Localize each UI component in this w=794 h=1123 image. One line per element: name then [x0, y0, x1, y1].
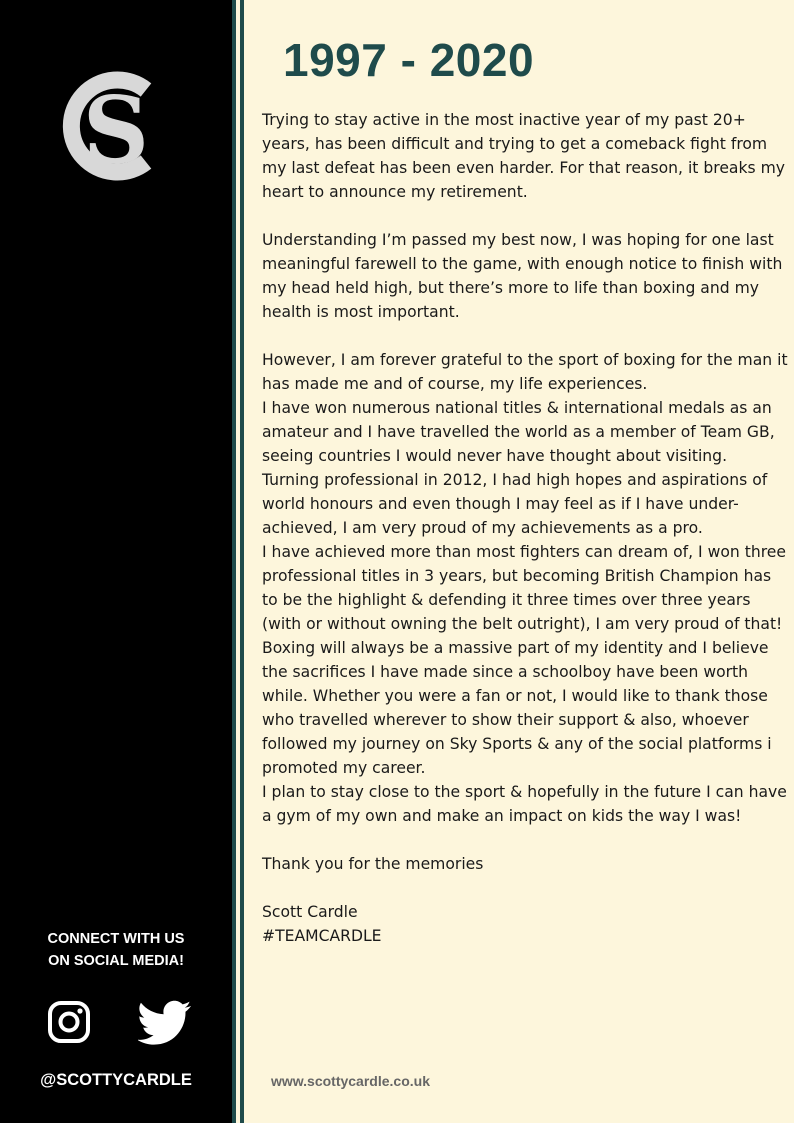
paragraph-line: Thank you for the memories	[262, 855, 484, 873]
paragraph-line: Boxing will always be a massive part of my identity and I believe the sacrifices I have made since a schoolboy have been worth while. Whether you were a fan or not, I would like to thank those who travelled wherever to show their support & also, whoever followed my journey on Sky Sports & any of the social platforms i promoted my career.	[262, 639, 772, 777]
connect-line-2: ON SOCIAL MEDIA!	[48, 953, 184, 969]
twitter-icon[interactable]	[138, 1000, 192, 1046]
sc-logo	[56, 68, 166, 184]
paragraph	[262, 108, 790, 204]
page-title: 1997 - 2020	[283, 34, 535, 86]
connect-line-1: CONNECT WITH US	[47, 931, 185, 947]
connect-heading	[0, 928, 232, 972]
paragraph	[262, 348, 790, 828]
social-handle[interactable]: @SCOTTYCARDLE	[40, 1071, 192, 1089]
signature	[262, 900, 790, 948]
paragraph-line: Trying to stay active in the most inactive year of my past 20+ years, has been difficult and trying to get a comeback fight from my last defeat has been even harder. For that reason, it breaks my heart to announce my retirement.	[262, 111, 785, 201]
paragraph	[262, 852, 790, 876]
paragraph-line: However, I am forever grateful to the sport of boxing for the man it has made me and of course, my life experiences.	[262, 351, 788, 393]
signature-name: Scott Cardle	[262, 903, 358, 921]
paragraph-line: Turning professional in 2012, I had high hopes and aspirations of world honours and even though I may feel as if I have under-achieved, I am very proud of my achievements as a pro.	[262, 471, 768, 537]
paragraph-line: I have achieved more than most fighters can dream of, I won three professional titles in 3 years, but becoming British Champion has to be the highlight & defending it three times over three years (with or without owning the belt outright), I am very proud of that!	[262, 543, 786, 633]
divider-stripes	[232, 0, 246, 1123]
divider-stripe	[232, 0, 236, 1123]
instagram-icon[interactable]	[47, 1000, 91, 1044]
paragraph-line: Understanding I’m passed my best now, I was hoping for one last meaningful farewell to the game, with enough notice to finish with my head held high, but there’s more to life than boxing and my health is most important.	[262, 231, 783, 321]
paragraph-line: I have won numerous national titles & international medals as an amateur and I have travelled the world as a member of Team GB, seeing countries I would never have thought about visiting.	[262, 399, 775, 465]
website-link[interactable]: www.scottycardle.co.uk	[271, 1073, 430, 1089]
sidebar	[0, 0, 232, 1123]
divider-stripe	[240, 0, 244, 1123]
paragraph	[262, 228, 790, 324]
signature-tag: #TEAMCARDLE	[262, 927, 382, 945]
svg-text:S: S	[82, 76, 150, 184]
letter-body	[262, 108, 790, 948]
paragraph-line: I plan to stay close to the sport & hopefully in the future I can have a gym of my own and make an impact on kids the way I was!	[262, 783, 787, 825]
